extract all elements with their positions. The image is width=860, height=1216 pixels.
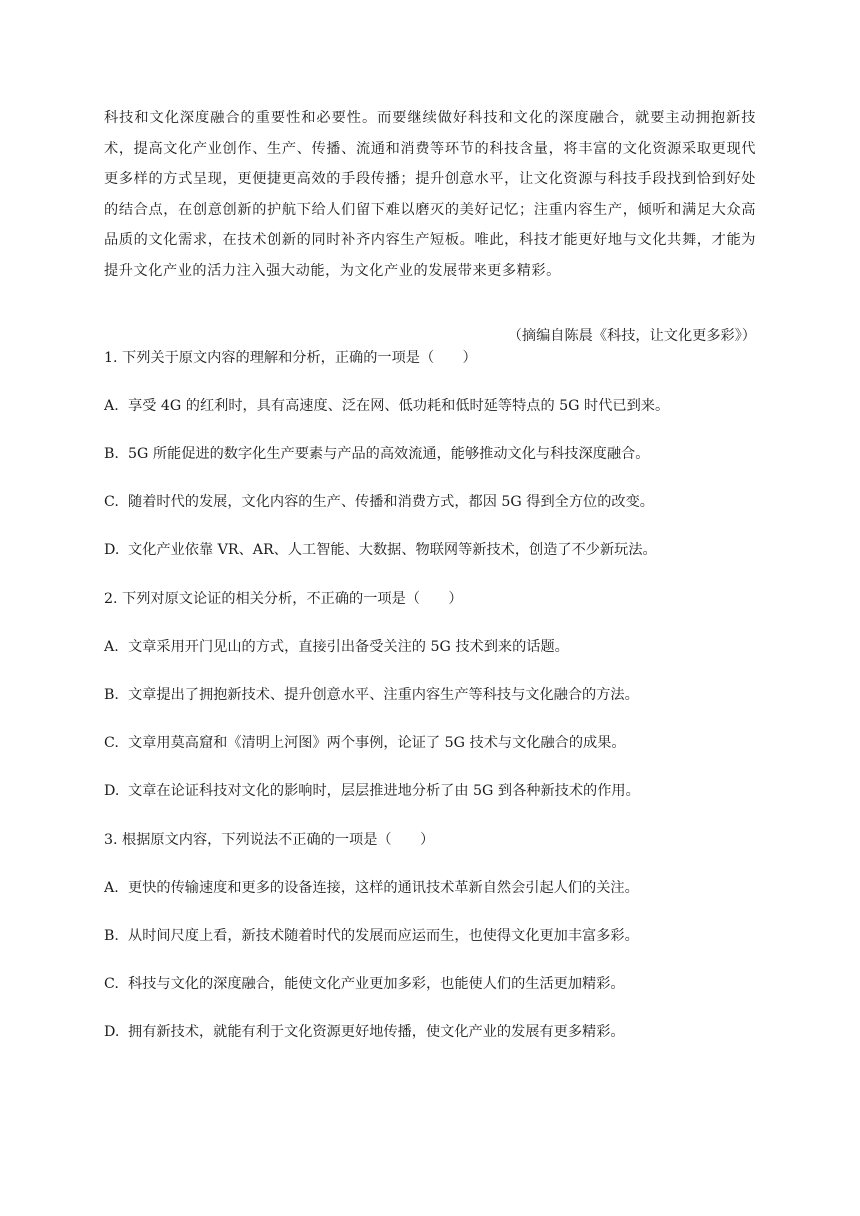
option-label: C. [104, 494, 119, 510]
question-3-option-b [104, 924, 756, 948]
option-label: D. [104, 783, 120, 799]
question-3-option-a [104, 876, 756, 900]
option-label: B. [104, 446, 119, 462]
option-text: 5G 所能促进的数字化生产要素与产品的高效流通，能够推动文化与科技深度融合。 [128, 446, 650, 462]
question-2-option-d [104, 779, 756, 803]
option-text: 文章采用开门见山的方式，直接引出备受关注的 5G 技术到来的话题。 [128, 639, 569, 655]
question-1-option-d [104, 538, 756, 562]
question-2-stem: 2. 下列对原文论证的相关分析，不正确的一项是（ ） [104, 591, 463, 607]
question-2-option-a [104, 635, 756, 659]
option-text: 文章用莫高窟和《清明上河图》两个事例，论证了 5G 技术与文化融合的成果。 [128, 735, 626, 751]
option-label: B. [104, 687, 119, 703]
question-1-option-a [104, 394, 756, 418]
option-label: A. [104, 639, 119, 655]
option-text: 文章在论证科技对文化的影响时，层层推进地分析了由 5G 到各种新技术的作用。 [128, 783, 640, 799]
question-3-stem: 3. 根据原文内容，下列说法不正确的一项是（ ） [104, 832, 435, 848]
option-text: 文化产业依靠 VR、AR、人工智能、大数据、物联网等新技术，创造了不少新玩法。 [128, 542, 657, 558]
option-label: A. [104, 880, 119, 896]
question-1-option-c [104, 490, 756, 514]
option-label: A. [104, 398, 119, 414]
question-3-option-d [104, 1020, 756, 1044]
option-label: C. [104, 976, 119, 992]
question-1-option-b [104, 442, 756, 466]
question-3-option-c [104, 972, 756, 996]
option-text: 享受 4G 的红利时，具有高速度、泛在网、低功耗和低时延等特点的 5G 时代已到来。 [128, 398, 670, 414]
option-label: C. [104, 735, 119, 751]
option-text: 科技与文化的深度融合，能使文化产业更加多彩，也能使人们的生活更加精彩。 [128, 976, 625, 992]
option-text: 随着时代的发展，文化内容的生产、传播和消费方式，都因 5G 得到全方位的改变。 [128, 494, 654, 510]
question-1-stem: 1. 下列关于原文内容的理解和分析，正确的一项是（ ） [104, 350, 477, 366]
question-2-option-c [104, 731, 756, 755]
option-label: D. [104, 542, 120, 558]
question-2-option-b [104, 683, 756, 707]
option-text: 更快的传输速度和更多的设备连接，这样的通讯技术革新自然会引起人们的关注。 [128, 880, 639, 896]
option-text: 从时间尺度上看，新技术随着时代的发展而应运而生，也使得文化更加丰富多彩。 [128, 928, 639, 944]
option-text: 拥有新技术，就能有利于文化资源更好地传播，使文化产业的发展有更多精彩。 [128, 1024, 625, 1040]
option-label: D. [104, 1024, 120, 1040]
source-citation: （摘编自陈晨《科技，让文化更多彩》） [507, 328, 756, 344]
option-label: B. [104, 928, 119, 944]
option-text: 文章提出了拥抱新技术、提升创意水平、注重内容生产等科技与文化融合的方法。 [128, 687, 639, 703]
passage-paragraph: 科技和文化深度融合的重要性和必要性。而要继续做好科技和文化的深度融合，就要主动拥抱新技术，提高文化产业创作、生产、传播、流通和消费等环节的科技含量，将丰富的文化资源采取更现代更多样的方式呈现，更便捷更高效的手段传播；提升创意水平，让文化资源与科技手段找到恰到好处的结合点，在创意创新的护航下给人们留下难以磨灭的美好记忆；注重内容生产，倾听和满足大众高品质的文化需求，在技术创新的同时补齐内容生产短板。唯此，科技才能更好地与文化共舞，才能为提升文化产业的活力注入强大动能，为文化产业的发展带来更多精彩。 [104, 110, 756, 279]
